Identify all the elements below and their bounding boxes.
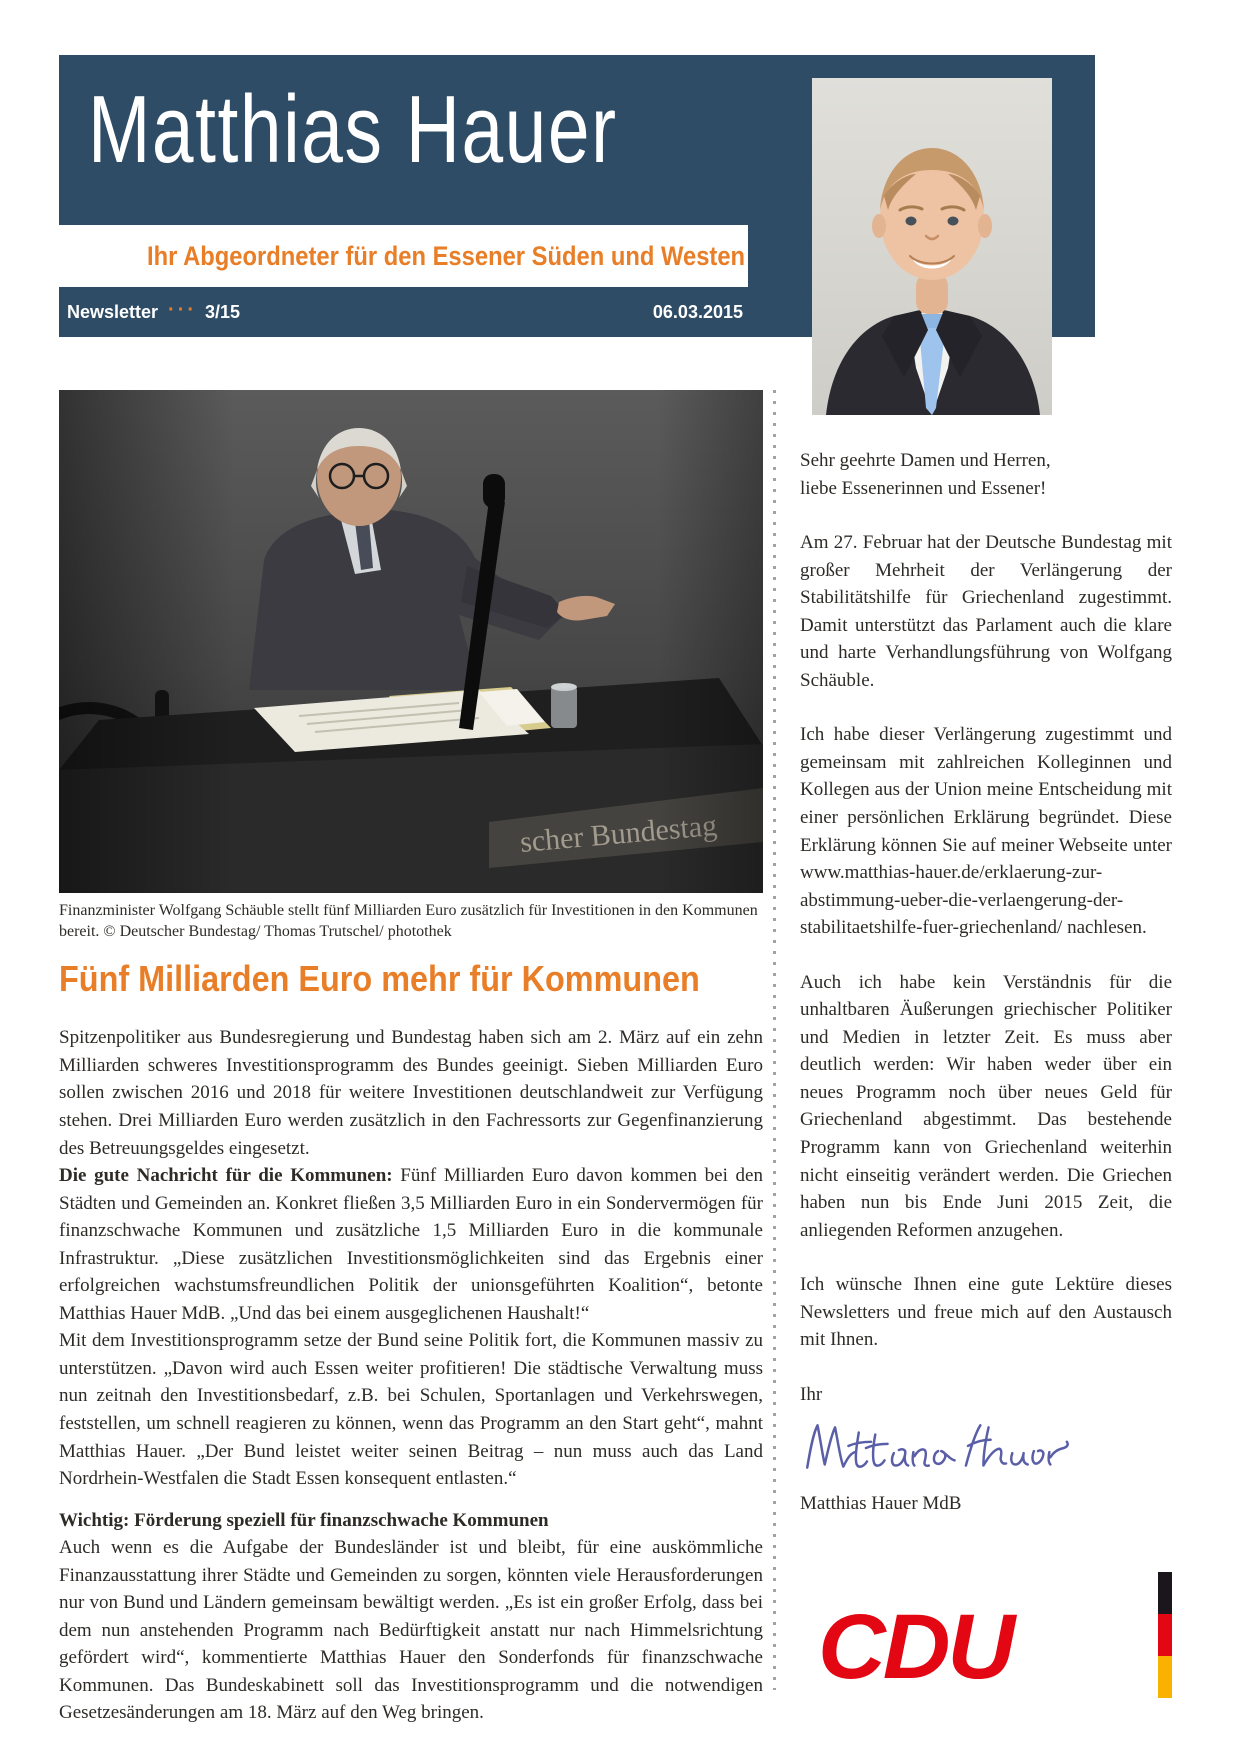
issue-date: 06.03.2015 xyxy=(652,301,743,322)
greeting-line-1: Sehr geehrte Damen und Herren, xyxy=(800,450,1051,471)
newsletter-meta-row xyxy=(67,287,743,337)
dotted-divider xyxy=(773,390,776,1690)
sender-name: Matthias Hauer MdB xyxy=(800,1493,962,1515)
article-paragraph-1: Spitzenpolitiker aus Bundesregierung und Bundestag haben sich am 2. März auf ein zehn Milliarden schweres Investitionsprogramm des Bundes geeinigt. Sieben Milliarden Euro sollen zwischen 2016 und 2018 für weitere Investitionen deutschlandweit zur Verfügung stehen. Drei Milliarden Euro werden zusätzlich in den Fachressorts zur Gegenfinanzierung des Betreuungsgeldes eingesetzt. xyxy=(59,1027,763,1159)
letter-closing: Ihr xyxy=(800,1383,823,1405)
article-paragraph-4: Auch wenn es die Aufgabe der Bundesländer ist und bleibt, für eine auskömmliche Finanzausstattung ihrer Städte und Gemeinden zu sorgen, könnten viele Herausforderungen nur von Bund und Ländern gemeinsam bewältigt werden. „Es ist ein großer Erfolg, dass bei dem nun anstehenden Programm nach Bedürftigkeit anstatt nur nach Himmelsrichtung gefördert wird“, kommentierte Matthias Hauer den Sonderfonds für finanzschwache Kommunen. Das Bundeskabinett soll das Investitionsprogramm und die notwendigen Gesetzesänderungen am 18. März auf den Weg bringen. xyxy=(59,1537,763,1724)
letter-paragraph-2: Ich habe dieser Verlängerung zugestimmt und gemeinsam mit zahlreichen Kolleginnen und Kollegen aus der Union meine Entscheidung mit einer persönlichen Erklärung begründet. Diese Erklärung können Sie auf meiner Webseite unter www.matthias-hauer.de/erklaerung-zur-abstimmung-ueber-die-verlaengerung-der-stabilitaetshilfe-fuer-griechenland/ nachlesen. xyxy=(800,724,1172,939)
cdu-logo: CDU xyxy=(818,1596,1013,1698)
subtitle: Ihr Abgeordneter für den Essener Süden und Westen xyxy=(147,240,746,271)
photo-caption: Finanzminister Wolfgang Schäuble stellt fünf Milliarden Euro zusätzlich für Investitionen in den Kommunen bereit. © Deutscher Bundestag/ Thomas Trutschel/ photothek xyxy=(59,902,758,941)
article-subheading: Wichtig: Förderung speziell für finanzschwache Kommunen xyxy=(59,1509,549,1531)
letter-column xyxy=(800,447,1172,1518)
page-title: Matthias Hauer xyxy=(88,76,618,183)
article-paragraph-2 xyxy=(59,1162,763,1327)
paragraph-lead: Die gute Nachricht für die Kommunen: xyxy=(59,1165,393,1187)
article-column xyxy=(59,390,763,1727)
newsletter-label: Newsletter xyxy=(67,301,159,322)
signature-handwriting xyxy=(800,1414,1070,1482)
german-flag-bar xyxy=(1158,1572,1172,1698)
paragraph-text: Fünf Milliarden Euro davon kommen bei den Städten und Gemeinden an. Konkret fließen 3,5 Milliarden Euro in ein Sondervermögen für finanzschwache Kommunen und zusätzliche 1,5 Milliarden Euro in die kommunale Infrastruktur. „Diese zusätzlichen Investitionsmöglichkeiten sind das Ergebnis einer erfolgreichen wachstumsfreundlichen Politik der unionsgeführten Koalition“, betonte Matthias Hauer MdB. „Und das bei einem ausgeglichenen Haushalt!“ xyxy=(59,1165,763,1324)
dots-ornament: ··· xyxy=(168,298,198,321)
greeting-line-2: liebe Essenerinnen und Essener! xyxy=(800,477,1047,499)
newsletter-issue: 3/15 xyxy=(205,301,241,322)
article-photo-schaeuble xyxy=(59,390,763,893)
portrait-photo xyxy=(812,78,1052,415)
letter-paragraph-3: Auch ich habe kein Verständnis für die unhaltbaren Äußerungen griechischer Politiker und Medien in letzter Zeit. Es muss aber deutlich werden: Wir haben weder über ein neues Programm noch über neues Geld für Griechenland abgestimmt. Das bestehende Programm kann von Griechenland weiterhin nicht einseitig verändert werden. Die Griechen haben nun bis Ende Juni 2015 Zeit, die anliegenden Reformen anzugehen. xyxy=(800,971,1172,1241)
article-paragraph-3: Mit dem Investitionsprogramm setze der Bund seine Politik fort, die Kommunen massiv zu unterstützen. „Davon wird auch Essen weiter profitieren! Die städtische Verwaltung muss nun zeitnah den Investitionsbedarf, z.B. bei Schulen, Sportanlagen und Verkehrswegen, feststellen, um schnell reagieren zu können, wenn das Programm an den Start geht“, mahnt Matthias Hauer. „Der Bund leistet weiter seinen Beitrag – nun muss auch das Land Nordrhein-Westfalen die Stadt Essen konsequent entlasten.“ xyxy=(59,1330,763,1490)
letter-greeting xyxy=(800,447,1172,502)
article-headline: Fünf Milliarden Euro mehr für Kommunen xyxy=(59,958,700,1000)
article-body xyxy=(59,1024,763,1727)
subtitle-strip xyxy=(0,225,748,287)
letter-paragraph-4: Ich wünsche Ihnen eine gute Lektüre dieses Newsletters und freue mich auf den Austausch mit Ihnen. xyxy=(800,1274,1172,1351)
letter-paragraph-1: Am 27. Februar hat der Deutsche Bundestag mit großer Mehrheit der Verlängerung der Stabilitätshilfe für Griechenland zugestimmt. Damit unterstützt das Parlament auch die klare und harte Verhandlungsführung von Wolfgang Schäuble. xyxy=(800,532,1172,691)
